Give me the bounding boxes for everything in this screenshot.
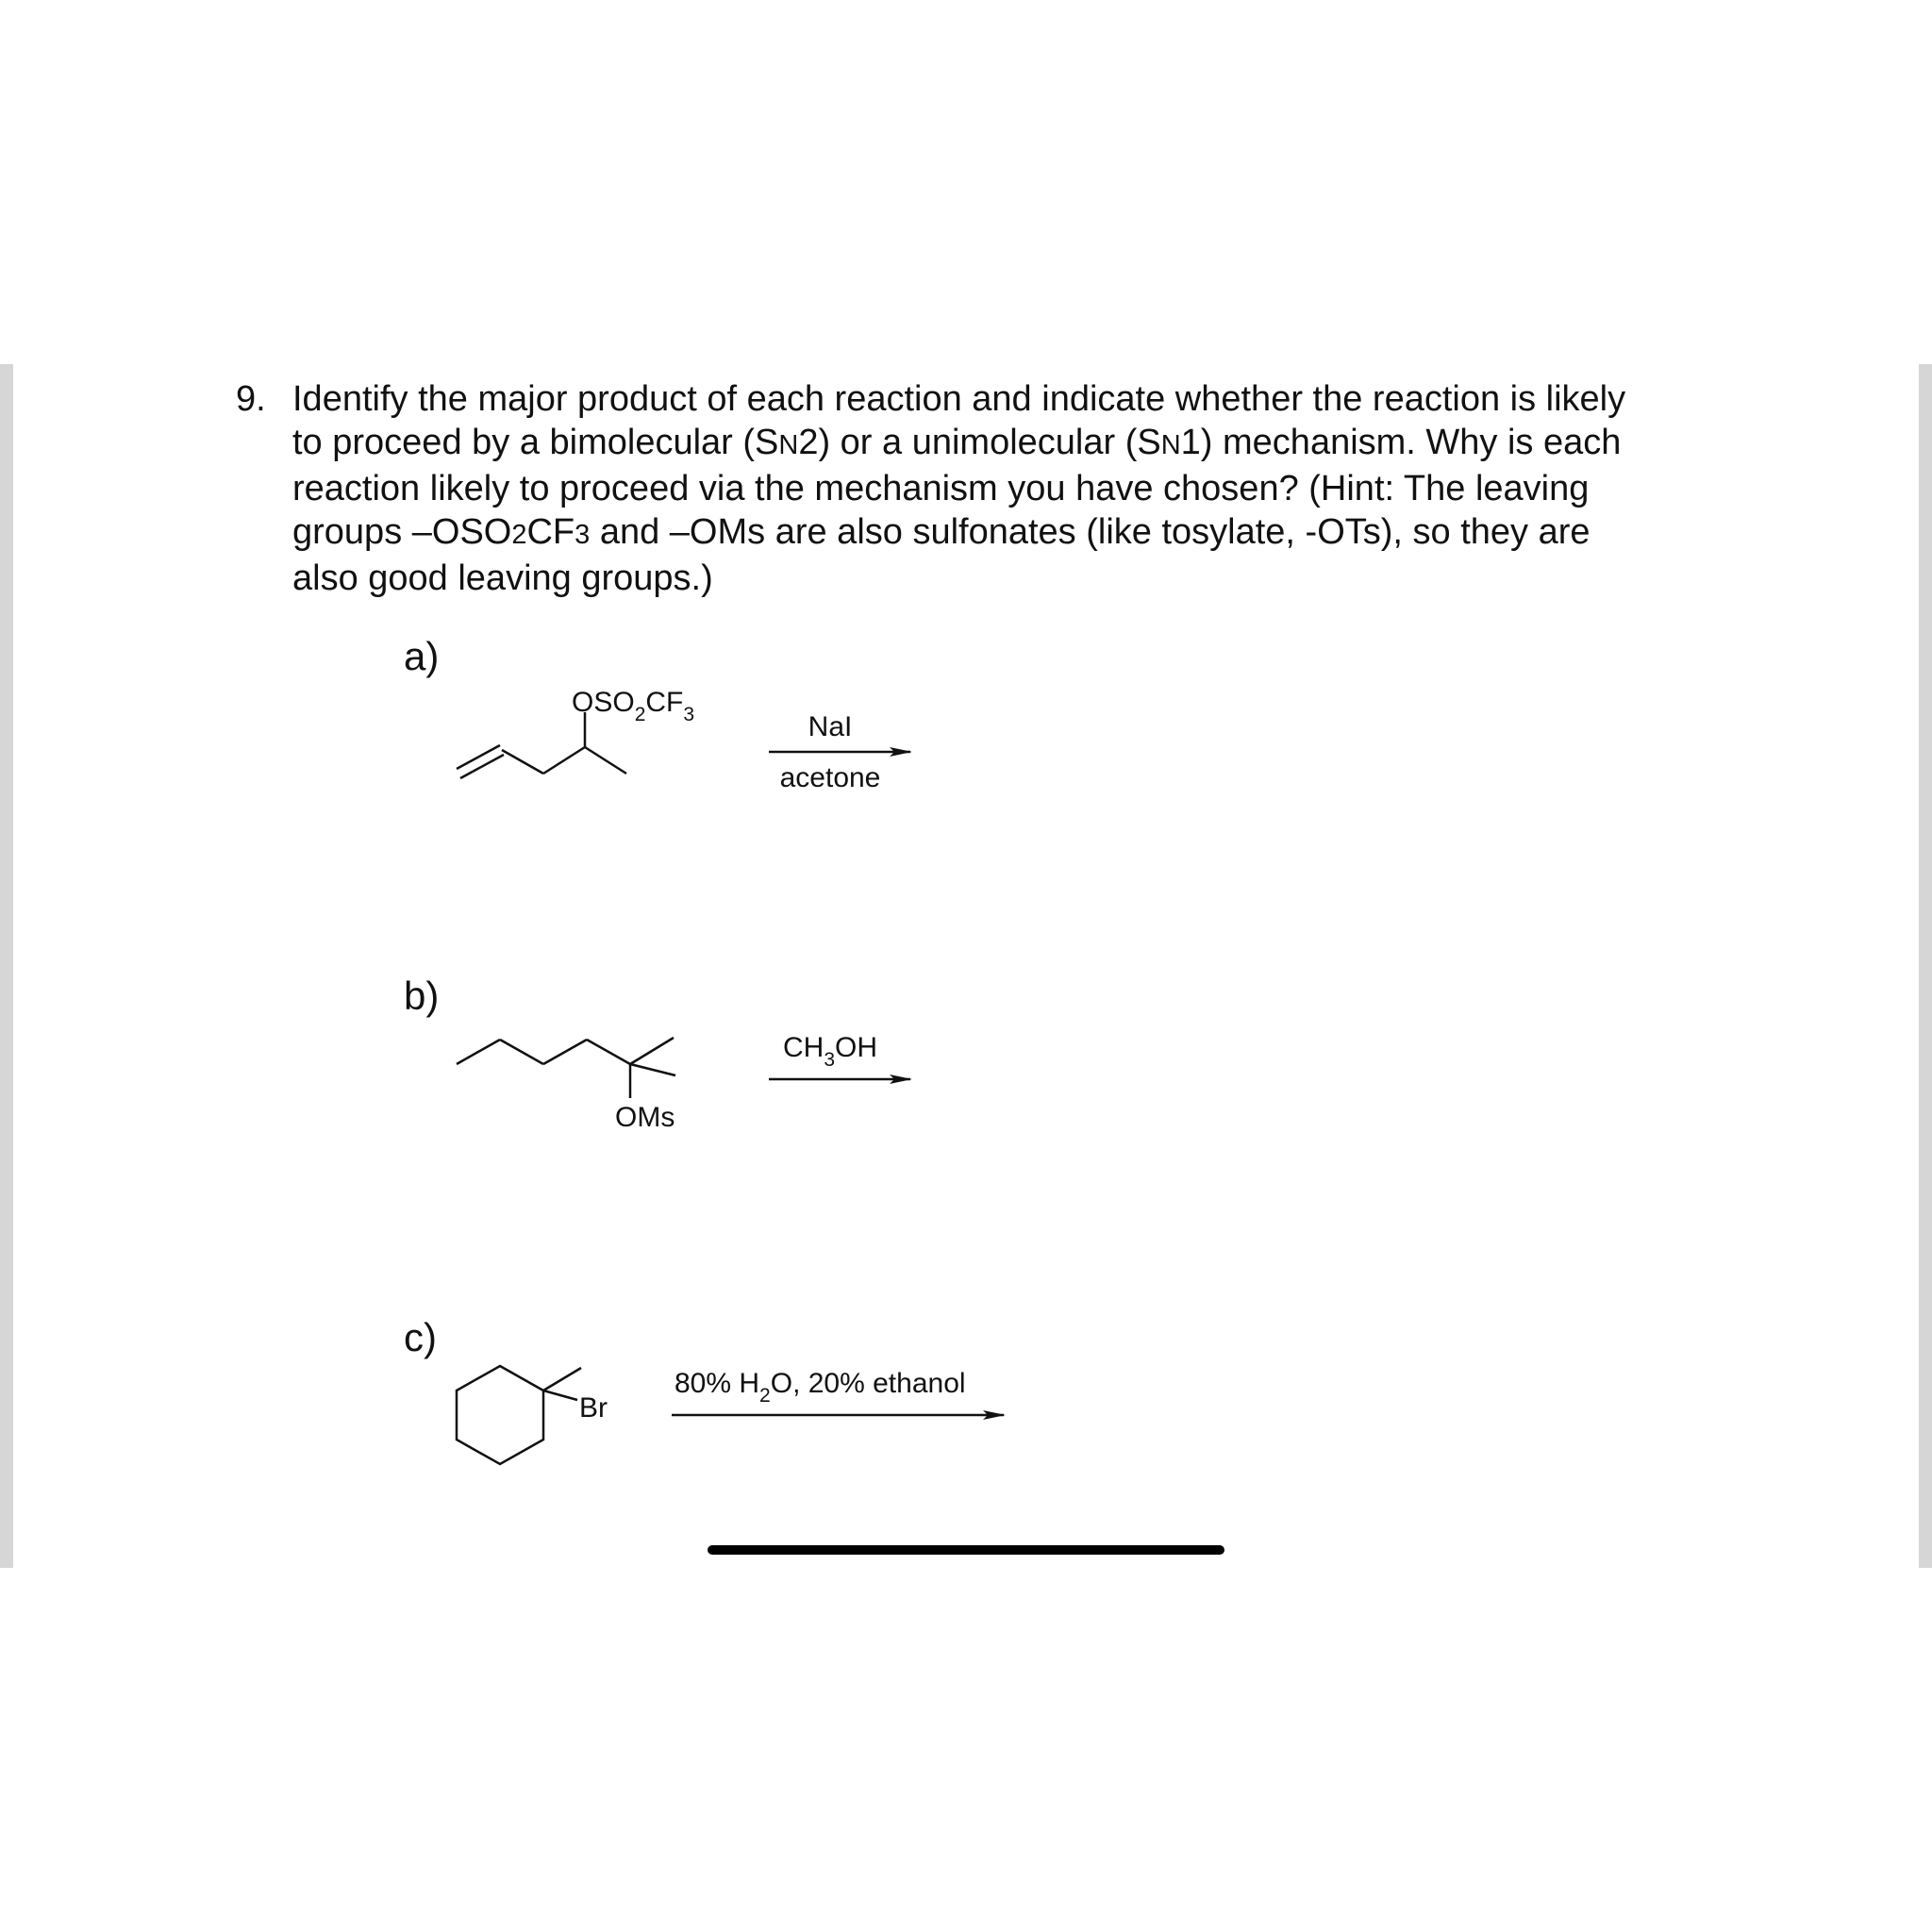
- home-indicator[interactable]: [708, 1545, 1224, 1555]
- part-a-label: a): [404, 634, 440, 678]
- reaction-a-leaving-group: $OSO_2CF_3$: [572, 687, 695, 725]
- question-line: also good leaving groups.): [292, 558, 713, 598]
- question-line: groups –OSO2CF3 and –OMs are also sulfonates (like tosylate, -OTs), so they are: [292, 512, 1591, 552]
- reaction-a-structure: [457, 712, 626, 778]
- reaction-c-leaving-group: Br: [579, 1392, 608, 1424]
- reaction-a-solvent: acetone: [779, 762, 881, 793]
- reaction-b-structure: [457, 1038, 675, 1098]
- reaction-c-structure: [457, 1366, 581, 1464]
- reaction-b-leaving-group: OMs: [615, 1102, 675, 1133]
- part-b-label: b): [404, 974, 440, 1018]
- reaction-b-reagent: $CH_3OH$: [783, 1032, 878, 1071]
- reaction-a-reagent: NaI: [808, 711, 853, 742]
- reaction-c-solvent: 80% $H_2O$, 20% ethanol: [675, 1368, 966, 1407]
- question-line: to proceed by a bimolecular (SN2) or a unimolecular (SN1) mechanism. Why is each: [292, 423, 1622, 462]
- question-number: 9.: [236, 379, 266, 419]
- part-c-label: c): [404, 1315, 437, 1359]
- question-line: reaction likely to proceed via the mechanism you have chosen? (Hint: The leaving: [292, 469, 1590, 508]
- question-line: Identify the major product of each reaction and indicate whether the reaction is likely: [292, 379, 1626, 419]
